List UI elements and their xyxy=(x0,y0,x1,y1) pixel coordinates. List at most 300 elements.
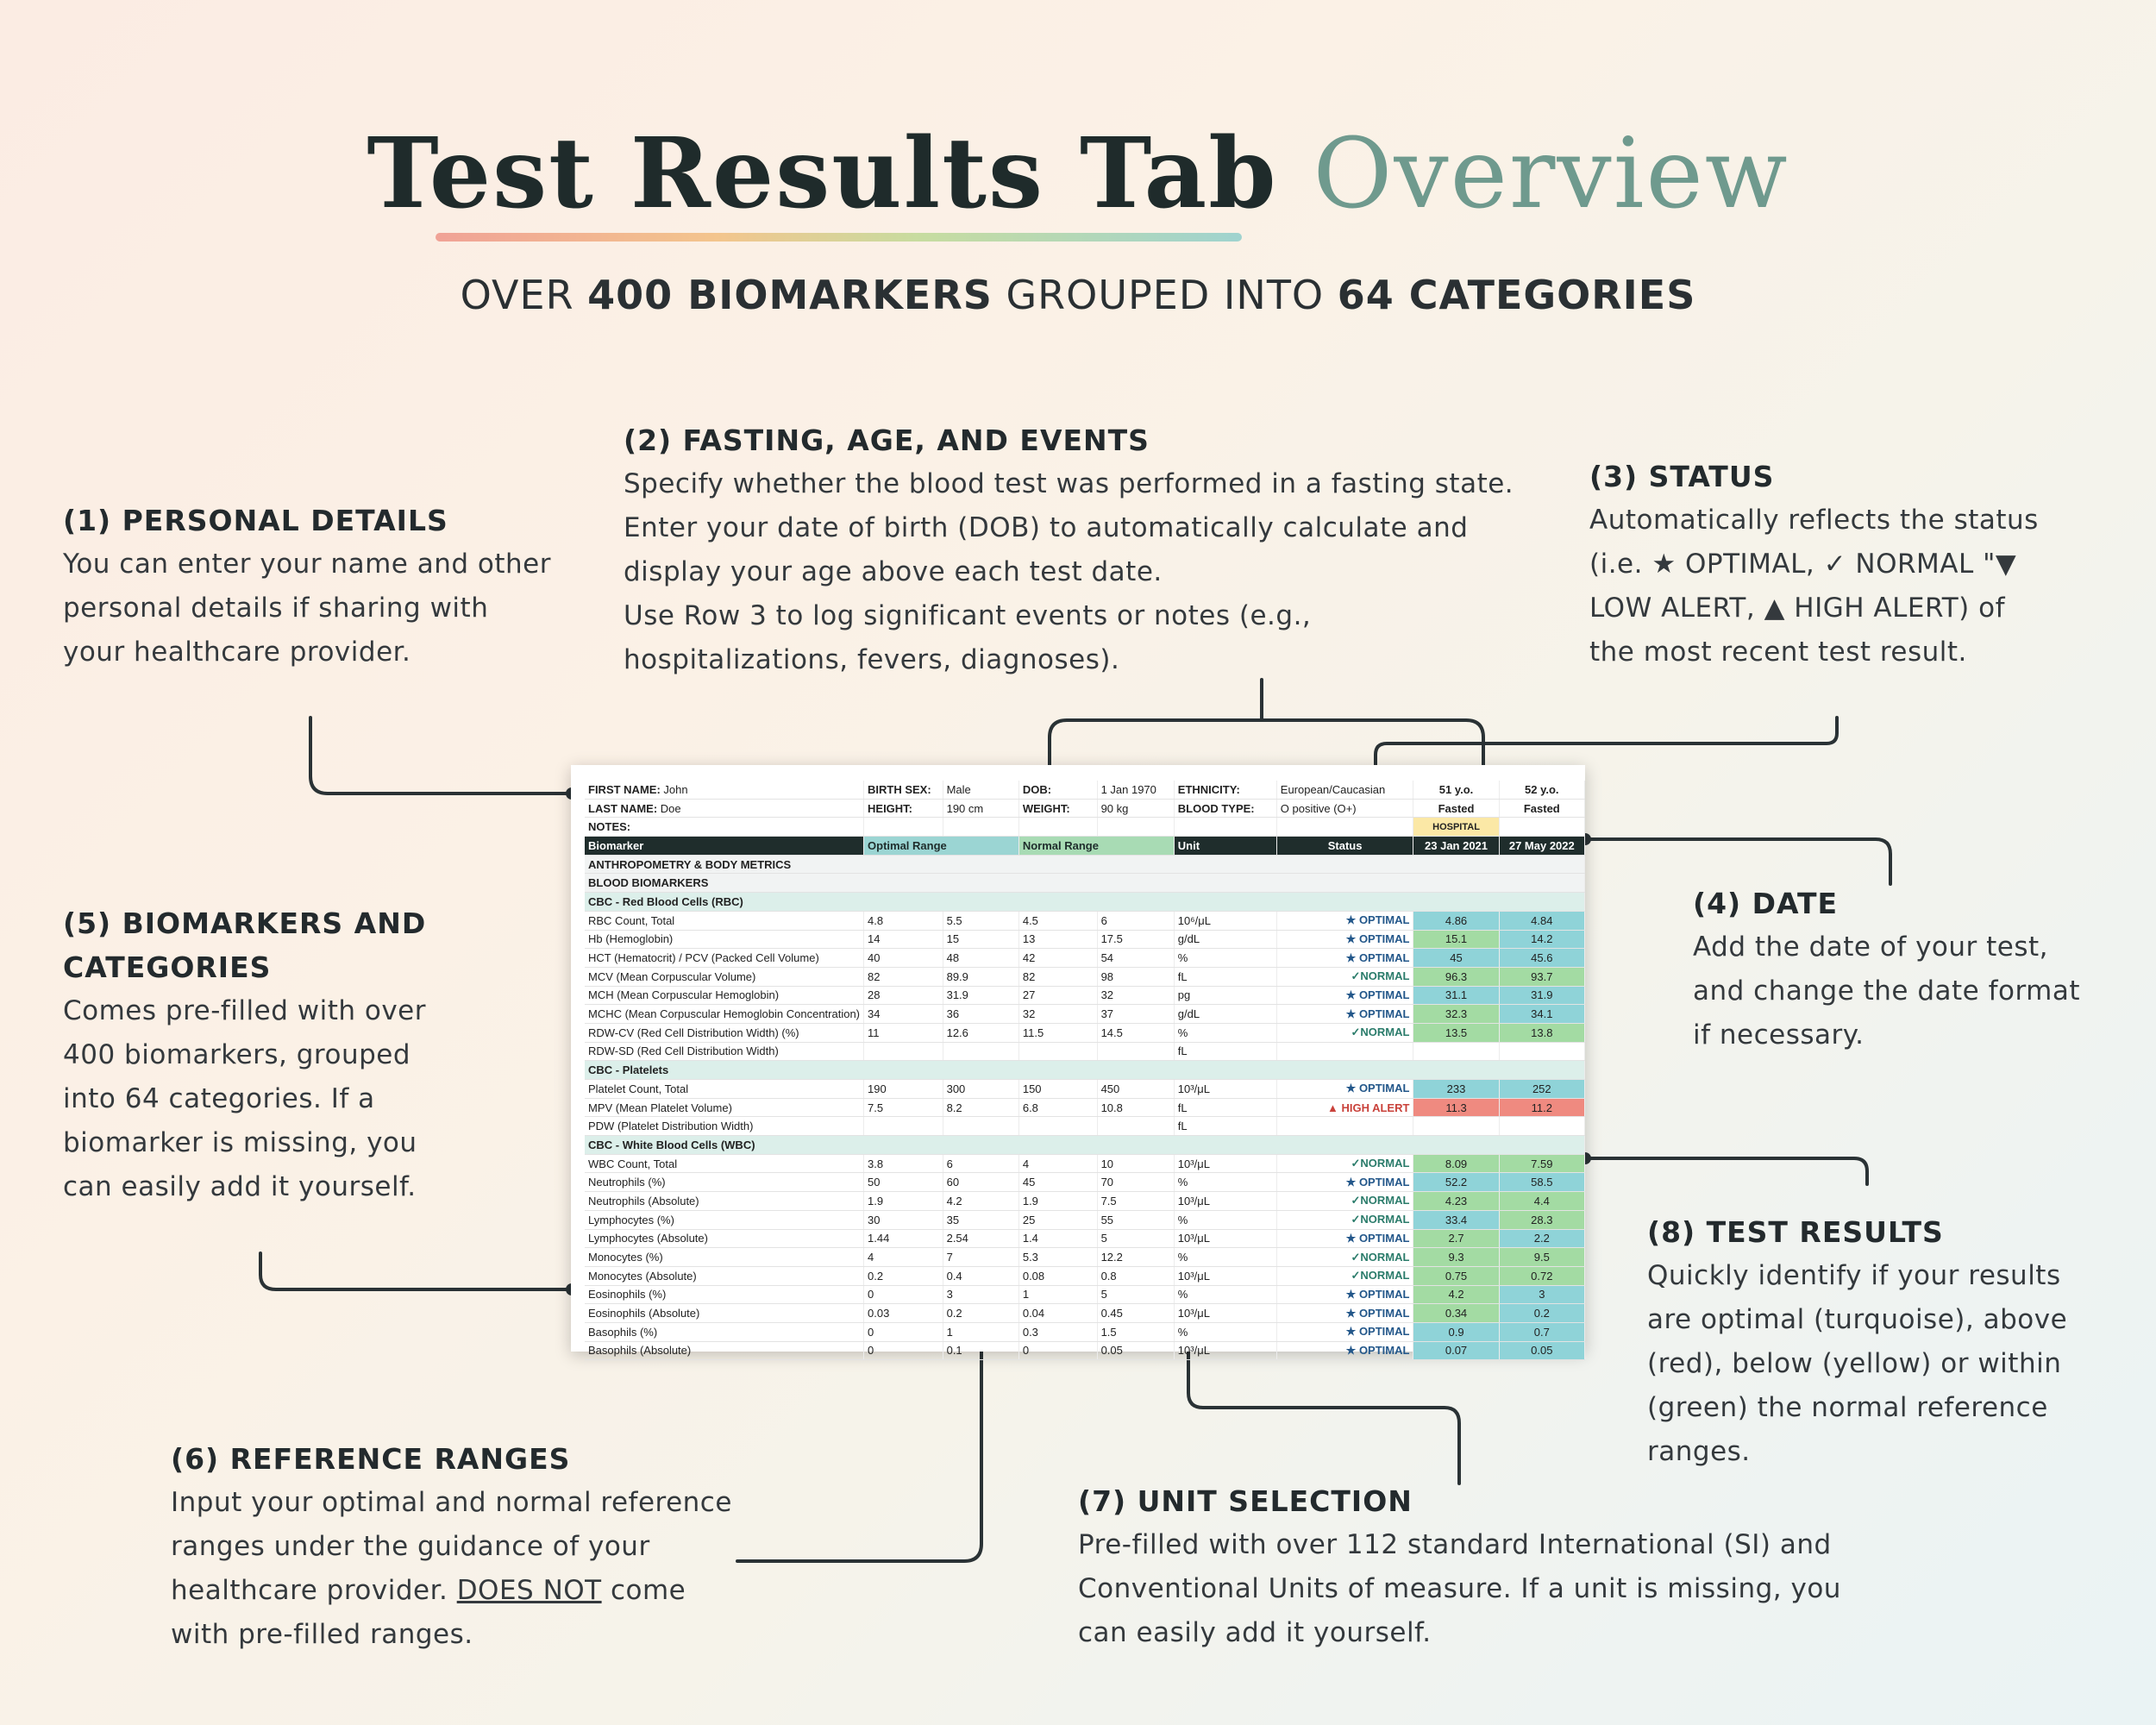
cell-o-hi[interactable]: 60 xyxy=(943,1173,1018,1192)
result-1[interactable]: 4.23 xyxy=(1413,1192,1499,1211)
cell-unit[interactable]: pg xyxy=(1174,986,1276,1005)
cell-o-lo[interactable]: 190 xyxy=(864,1080,943,1099)
cell-unit[interactable]: fL xyxy=(1174,1098,1276,1117)
result-1[interactable]: 33.4 xyxy=(1413,1210,1499,1229)
cell-o-lo[interactable]: 0.2 xyxy=(864,1266,943,1285)
result-2[interactable]: 0.05 xyxy=(1499,1341,1584,1360)
cell-unit[interactable]: 10³/μL xyxy=(1174,1341,1276,1360)
cell-unit[interactable]: % xyxy=(1174,1023,1276,1042)
cell-n-lo[interactable]: 4 xyxy=(1018,1154,1097,1173)
cell-unit[interactable]: % xyxy=(1174,1285,1276,1304)
age-1: 51 y.o. xyxy=(1413,781,1499,799)
callout-heading: (3) STATUS xyxy=(1589,460,1775,493)
subtitle-bold-1: 400 BIOMARKERS xyxy=(587,272,993,318)
col-status: Status xyxy=(1276,837,1413,856)
cell-o-hi[interactable]: 89.9 xyxy=(943,967,1018,986)
callout-test-results xyxy=(1647,1210,2067,1474)
result-1[interactable]: 9.3 xyxy=(1413,1248,1499,1267)
callout-text: 400 biomarkers, grouped xyxy=(63,1039,411,1070)
table-row xyxy=(585,1154,1585,1173)
callout-text: the most recent test result. xyxy=(1589,637,1967,668)
cell-o-lo[interactable]: 0 xyxy=(864,1322,943,1341)
cell-o-hi[interactable]: 35 xyxy=(943,1210,1018,1229)
cell-unit[interactable]: 10⁶/μL xyxy=(1174,911,1276,930)
result-1[interactable]: 4.2 xyxy=(1413,1285,1499,1304)
cell-o-lo[interactable]: 82 xyxy=(864,967,943,986)
status-badge: ✓NORMAL xyxy=(1276,1023,1413,1042)
cell-o-lo[interactable]: 11 xyxy=(864,1023,943,1042)
result-1[interactable]: 0.07 xyxy=(1413,1341,1499,1360)
callout-text: (i.e. ★ OPTIMAL, ✓ NORMAL "▼ xyxy=(1589,549,2017,580)
cell-o-lo[interactable]: 34 xyxy=(864,1005,943,1024)
cell-n-lo[interactable]: 1.4 xyxy=(1018,1229,1097,1248)
biomarker-name: Hb (Hemoglobin) xyxy=(585,930,864,949)
callout-heading: (5) BIOMARKERS AND xyxy=(63,906,427,940)
cell-n-lo[interactable]: 11.5 xyxy=(1018,1023,1097,1042)
cell-n-lo[interactable]: 45 xyxy=(1018,1173,1097,1192)
result-2[interactable]: 4.84 xyxy=(1499,911,1584,930)
callout-text: Add the date of your test, xyxy=(1693,932,2049,963)
biomarker-name: MCHC (Mean Corpuscular Hemoglobin Concentration) xyxy=(585,1005,864,1024)
cell-unit[interactable]: g/dL xyxy=(1174,1005,1276,1024)
callout-date xyxy=(1693,881,2080,1057)
callout-text: Quickly identify if your results xyxy=(1647,1260,2061,1291)
category-row xyxy=(585,1136,1585,1155)
status-badge: ★ OPTIMAL xyxy=(1276,1304,1413,1323)
blood-type-value[interactable]: O positive (O+) xyxy=(1276,799,1413,818)
subtitle-bold-2: 64 CATEGORIES xyxy=(1337,272,1696,318)
biomarker-name: Eosinophils (Absolute) xyxy=(585,1304,864,1323)
cell-unit[interactable]: 10³/μL xyxy=(1174,1304,1276,1323)
callout-text: ranges under the guidance of your xyxy=(171,1531,650,1562)
cell-o-lo[interactable]: 14 xyxy=(864,930,943,949)
col-date-2[interactable]: 27 May 2022 xyxy=(1499,837,1584,856)
cell-n-hi[interactable]: 70 xyxy=(1097,1173,1174,1192)
biomarker-name: Lymphocytes (Absolute) xyxy=(585,1229,864,1248)
table-row xyxy=(585,967,1585,986)
status-badge: ✓NORMAL xyxy=(1276,1154,1413,1173)
cell-o-hi[interactable]: 36 xyxy=(943,1005,1018,1024)
cell-n-hi[interactable]: 5 xyxy=(1097,1285,1174,1304)
cell-n-hi[interactable] xyxy=(1097,1042,1174,1061)
callout-text: LOW ALERT, ▲ HIGH ALERT) of xyxy=(1589,593,2006,624)
first-name-cell[interactable] xyxy=(585,781,864,799)
cell-unit[interactable]: fL xyxy=(1174,1117,1276,1136)
status-badge: ★ OPTIMAL xyxy=(1276,1285,1413,1304)
callout-personal-details xyxy=(63,499,551,674)
cell-n-hi[interactable]: 0.8 xyxy=(1097,1266,1174,1285)
cell-o-lo[interactable]: 28 xyxy=(864,986,943,1005)
result-2[interactable]: 93.7 xyxy=(1499,967,1584,986)
col-normal-range: Normal Range xyxy=(1018,837,1174,856)
table-row xyxy=(585,1117,1585,1136)
result-2[interactable]: 45.6 xyxy=(1499,949,1584,968)
table-header-row xyxy=(585,837,1585,856)
section-label: ANTHROPOMETRY & BODY METRICS xyxy=(585,855,1585,874)
callout-unit-selection xyxy=(1078,1479,1841,1655)
status-badge: ✓NORMAL xyxy=(1276,1192,1413,1211)
cell-o-lo[interactable] xyxy=(864,1117,943,1136)
cell-o-hi[interactable]: 3 xyxy=(943,1285,1018,1304)
table-row xyxy=(585,1266,1585,1285)
cell-o-lo[interactable]: 7.5 xyxy=(864,1098,943,1117)
col-unit: Unit xyxy=(1174,837,1276,856)
table-row xyxy=(585,1042,1585,1061)
biomarker-name: Platelet Count, Total xyxy=(585,1080,864,1099)
callout-heading: (4) DATE xyxy=(1693,887,1839,920)
result-1[interactable]: 13.5 xyxy=(1413,1023,1499,1042)
callout-text: Pre-filled with over 112 standard International (SI) and xyxy=(1078,1529,1832,1560)
cell-o-lo[interactable] xyxy=(864,1042,943,1061)
cell-o-hi[interactable]: 0.2 xyxy=(943,1304,1018,1323)
result-1[interactable]: 32.3 xyxy=(1413,1005,1499,1024)
result-2[interactable]: 0.72 xyxy=(1499,1266,1584,1285)
cell-n-lo[interactable]: 1.9 xyxy=(1018,1192,1097,1211)
title-main: Test Results Tab xyxy=(367,117,1278,230)
table-row xyxy=(585,1248,1585,1267)
ethnicity-label: ETHNICITY: xyxy=(1174,781,1276,799)
notes-cell[interactable] xyxy=(864,818,943,837)
callout-heading: (7) UNIT SELECTION xyxy=(1078,1484,1413,1518)
callout-text: (red), below (yellow) or within xyxy=(1647,1348,2062,1379)
cell-n-hi[interactable]: 32 xyxy=(1097,986,1174,1005)
result-1[interactable]: 31.1 xyxy=(1413,986,1499,1005)
callout-reference-ranges xyxy=(171,1437,732,1657)
cell-n-hi[interactable]: 10.8 xyxy=(1097,1098,1174,1117)
cell-n-hi[interactable]: 1.5 xyxy=(1097,1322,1174,1341)
cell-n-lo[interactable]: 0 xyxy=(1018,1341,1097,1360)
weight-label: WEIGHT: xyxy=(1018,799,1097,818)
callout-heading: (2) FASTING, AGE, AND EVENTS xyxy=(624,423,1150,457)
callout-status xyxy=(1589,455,2039,674)
callout-text: (green) the normal reference xyxy=(1647,1392,2048,1423)
result-1[interactable] xyxy=(1413,1042,1499,1061)
result-2[interactable]: 31.9 xyxy=(1499,986,1584,1005)
first-name-value: John xyxy=(663,782,688,796)
category-label: CBC - White Blood Cells (WBC) xyxy=(585,1136,1585,1155)
result-2[interactable]: 0.2 xyxy=(1499,1304,1584,1323)
cell-unit[interactable]: g/dL xyxy=(1174,930,1276,949)
height-value[interactable]: 190 cm xyxy=(943,799,1018,818)
section-row xyxy=(585,874,1585,893)
callout-text: personal details if sharing with xyxy=(63,593,489,624)
result-2[interactable]: 3 xyxy=(1499,1285,1584,1304)
table-row xyxy=(585,930,1585,949)
result-2[interactable]: 34.1 xyxy=(1499,1005,1584,1024)
result-1[interactable]: 0.75 xyxy=(1413,1266,1499,1285)
cell-o-hi[interactable]: 12.6 xyxy=(943,1023,1018,1042)
cell-unit[interactable]: fL xyxy=(1174,1042,1276,1061)
cell-o-hi[interactable]: 48 xyxy=(943,949,1018,968)
status-badge: ▲ HIGH ALERT xyxy=(1276,1098,1413,1117)
biomarker-name: WBC Count, Total xyxy=(585,1154,864,1173)
info-row xyxy=(585,799,1585,818)
cell-n-hi[interactable]: 0.45 xyxy=(1097,1304,1174,1323)
table-row xyxy=(585,1285,1585,1304)
cell-o-hi[interactable]: 8.2 xyxy=(943,1098,1018,1117)
callout-text: can easily add it yourself. xyxy=(63,1171,417,1202)
connector-4 xyxy=(1585,839,1890,884)
cell-n-hi[interactable]: 450 xyxy=(1097,1080,1174,1099)
category-label: CBC - Platelets xyxy=(585,1061,1585,1080)
result-2[interactable]: 252 xyxy=(1499,1080,1584,1099)
result-1[interactable]: 0.34 xyxy=(1413,1304,1499,1323)
dob-value[interactable]: 1 Jan 1970 xyxy=(1097,781,1174,799)
biomarker-name: Lymphocytes (%) xyxy=(585,1210,864,1229)
cell-n-hi[interactable]: 17.5 xyxy=(1097,930,1174,949)
biomarker-name: MPV (Mean Platelet Volume) xyxy=(585,1098,864,1117)
cell-n-hi[interactable]: 6 xyxy=(1097,911,1174,930)
callout-text: if necessary. xyxy=(1693,1019,1865,1051)
cell-o-lo[interactable]: 0 xyxy=(864,1341,943,1360)
cell-n-hi[interactable]: 14.5 xyxy=(1097,1023,1174,1042)
cell-o-hi[interactable]: 15 xyxy=(943,930,1018,949)
callout-text: and change the date format xyxy=(1693,975,2081,1007)
result-2[interactable] xyxy=(1499,1042,1584,1061)
cell-o-hi[interactable]: 5.5 xyxy=(943,911,1018,930)
connector-7 xyxy=(1188,1346,1459,1484)
cell-o-hi[interactable]: 6 xyxy=(943,1154,1018,1173)
cell-o-lo[interactable]: 1.9 xyxy=(864,1192,943,1211)
result-2[interactable]: 2.2 xyxy=(1499,1229,1584,1248)
event-note-2[interactable] xyxy=(1499,818,1584,837)
cell-n-hi[interactable]: 7.5 xyxy=(1097,1192,1174,1211)
subtitle-part-2: GROUPED INTO xyxy=(992,272,1338,318)
callout-text: hospitalizations, fevers, diagnoses). xyxy=(624,644,1120,675)
result-2[interactable] xyxy=(1499,1117,1584,1136)
status-badge: ★ OPTIMAL xyxy=(1276,930,1413,949)
result-1[interactable]: 96.3 xyxy=(1413,967,1499,986)
cell-n-lo[interactable]: 42 xyxy=(1018,949,1097,968)
biomarker-name: Monocytes (%) xyxy=(585,1248,864,1267)
cell-n-lo[interactable] xyxy=(1018,1117,1097,1136)
spreadsheet-preview xyxy=(571,765,1585,1358)
birth-sex-value[interactable]: Male xyxy=(943,781,1018,799)
cell-unit[interactable]: % xyxy=(1174,1173,1276,1192)
status-badge: ✓NORMAL xyxy=(1276,1266,1413,1285)
status-badge xyxy=(1276,1117,1413,1136)
callout-heading: (1) PERSONAL DETAILS xyxy=(63,504,448,537)
biomarker-name: Neutrophils (Absolute) xyxy=(585,1192,864,1211)
event-note-1[interactable]: HOSPITAL xyxy=(1413,818,1499,837)
blood-type-label: BLOOD TYPE: xyxy=(1174,799,1276,818)
cell-n-hi[interactable]: 37 xyxy=(1097,1005,1174,1024)
callout-text xyxy=(171,1569,732,1613)
last-name-value: Doe xyxy=(660,801,681,815)
cell-n-lo[interactable]: 82 xyxy=(1018,967,1097,986)
cell-o-lo[interactable]: 1.44 xyxy=(864,1229,943,1248)
biomarker-name: Eosinophils (%) xyxy=(585,1285,864,1304)
biomarker-name: MCH (Mean Corpuscular Hemoglobin) xyxy=(585,986,864,1005)
cell-o-hi[interactable]: 1 xyxy=(943,1322,1018,1341)
cell-n-hi[interactable]: 0.05 xyxy=(1097,1341,1174,1360)
cell-n-hi[interactable] xyxy=(1097,1117,1174,1136)
result-1[interactable]: 8.09 xyxy=(1413,1154,1499,1173)
dob-label: DOB: xyxy=(1018,781,1097,799)
connector-6 xyxy=(737,1346,981,1561)
callout-text: Use Row 3 to log significant events or notes (e.g., xyxy=(624,600,1312,631)
callout-text: ranges. xyxy=(1647,1436,1751,1467)
biomarker-name: Basophils (Absolute) xyxy=(585,1341,864,1360)
cell-n-hi[interactable]: 5 xyxy=(1097,1229,1174,1248)
section-row xyxy=(585,855,1585,874)
cell-n-lo[interactable]: 0.3 xyxy=(1018,1322,1097,1341)
callout-text: You can enter your name and other xyxy=(63,549,551,580)
cell-n-lo[interactable] xyxy=(1018,1042,1097,1061)
callout-heading: CATEGORIES xyxy=(63,950,272,984)
notes-cell[interactable] xyxy=(943,818,1018,837)
col-optimal-range: Optimal Range xyxy=(864,837,1019,856)
cell-o-hi[interactable]: 4.2 xyxy=(943,1192,1018,1211)
biomarker-name: Basophils (%) xyxy=(585,1322,864,1341)
status-badge: ★ OPTIMAL xyxy=(1276,949,1413,968)
cell-unit[interactable]: 10³/μL xyxy=(1174,1154,1276,1173)
weight-value[interactable]: 90 kg xyxy=(1097,799,1174,818)
cell-unit[interactable]: % xyxy=(1174,1248,1276,1267)
section-label: BLOOD BIOMARKERS xyxy=(585,874,1585,893)
cell-n-lo[interactable]: 27 xyxy=(1018,986,1097,1005)
result-1[interactable]: 4.86 xyxy=(1413,911,1499,930)
callout-text: Comes pre-filled with over xyxy=(63,995,426,1026)
cell-o-lo[interactable]: 0 xyxy=(864,1285,943,1304)
cell-o-lo[interactable]: 50 xyxy=(864,1173,943,1192)
result-1[interactable]: 2.7 xyxy=(1413,1229,1499,1248)
cell-unit[interactable]: 10³/μL xyxy=(1174,1080,1276,1099)
biomarker-name: PDW (Platelet Distribution Width) xyxy=(585,1117,864,1136)
cell-n-lo[interactable]: 150 xyxy=(1018,1080,1097,1099)
result-1[interactable]: 0.9 xyxy=(1413,1322,1499,1341)
result-2[interactable]: 9.5 xyxy=(1499,1248,1584,1267)
result-2[interactable]: 7.59 xyxy=(1499,1154,1584,1173)
cell-o-hi[interactable]: 0.4 xyxy=(943,1266,1018,1285)
cell-o-lo[interactable]: 40 xyxy=(864,949,943,968)
col-date-1[interactable]: 23 Jan 2021 xyxy=(1413,837,1499,856)
cell-unit[interactable]: % xyxy=(1174,1210,1276,1229)
biomarker-name: Neutrophils (%) xyxy=(585,1173,864,1192)
cell-n-lo[interactable]: 5.3 xyxy=(1018,1248,1097,1267)
cell-unit[interactable]: % xyxy=(1174,949,1276,968)
cell-o-lo[interactable]: 30 xyxy=(864,1210,943,1229)
notes-cell[interactable] xyxy=(1018,818,1097,837)
cell-o-hi[interactable] xyxy=(943,1117,1018,1136)
cell-o-hi[interactable]: 31.9 xyxy=(943,986,1018,1005)
callout-text: Automatically reflects the status xyxy=(1589,505,2039,536)
result-2[interactable]: 0.7 xyxy=(1499,1322,1584,1341)
table-row xyxy=(585,1192,1585,1211)
cell-o-hi[interactable]: 2.54 xyxy=(943,1229,1018,1248)
table-row xyxy=(585,1304,1585,1323)
last-name-cell[interactable] xyxy=(585,799,864,818)
title-accent: Overview xyxy=(1313,118,1789,230)
cell-n-hi[interactable]: 55 xyxy=(1097,1210,1174,1229)
notes-label: NOTES: xyxy=(585,818,864,837)
cell-o-hi[interactable]: 7 xyxy=(943,1248,1018,1267)
table-row xyxy=(585,1322,1585,1341)
status-badge: ★ OPTIMAL xyxy=(1276,1229,1413,1248)
result-1[interactable]: 45 xyxy=(1413,949,1499,968)
cell-o-lo[interactable]: 0.03 xyxy=(864,1304,943,1323)
status-badge xyxy=(1276,1042,1413,1061)
cell-o-lo[interactable]: 4.8 xyxy=(864,911,943,930)
table-row xyxy=(585,1023,1585,1042)
callout-heading: (6) REFERENCE RANGES xyxy=(171,1442,571,1476)
result-1[interactable]: 233 xyxy=(1413,1080,1499,1099)
cell-o-hi[interactable] xyxy=(943,1042,1018,1061)
category-label: CBC - Red Blood Cells (RBC) xyxy=(585,893,1585,912)
callout-text: Enter your date of birth (DOB) to automatically calculate and xyxy=(624,512,1469,543)
cell-n-lo[interactable]: 0.08 xyxy=(1018,1266,1097,1285)
table-row xyxy=(585,949,1585,968)
result-1[interactable]: 52.2 xyxy=(1413,1173,1499,1192)
callout-text: Input your optimal and normal reference xyxy=(171,1487,732,1518)
cell-n-hi[interactable]: 54 xyxy=(1097,949,1174,968)
biomarker-name: HCT (Hematocrit) / PCV (Packed Cell Volume) xyxy=(585,949,864,968)
cell-n-hi[interactable]: 98 xyxy=(1097,967,1174,986)
result-1[interactable] xyxy=(1413,1117,1499,1136)
status-badge: ★ OPTIMAL xyxy=(1276,911,1413,930)
cell-n-lo[interactable]: 4.5 xyxy=(1018,911,1097,930)
result-2[interactable]: 4.4 xyxy=(1499,1192,1584,1211)
last-name-label: LAST NAME: xyxy=(588,801,658,815)
table-row xyxy=(585,1173,1585,1192)
cell-unit[interactable]: 10³/μL xyxy=(1174,1192,1276,1211)
connector-1 xyxy=(310,718,572,794)
table-row xyxy=(585,986,1585,1005)
cell-n-lo[interactable]: 25 xyxy=(1018,1210,1097,1229)
result-1[interactable]: 11.3 xyxy=(1413,1098,1499,1117)
cell-n-lo[interactable]: 0.04 xyxy=(1018,1304,1097,1323)
notes-cell[interactable] xyxy=(1174,818,1276,837)
notes-cell[interactable] xyxy=(1097,818,1174,837)
table-row xyxy=(585,1080,1585,1099)
callout-text: are optimal (turquoise), above xyxy=(1647,1304,2068,1335)
cell-unit[interactable]: fL xyxy=(1174,967,1276,986)
cell-o-lo[interactable]: 4 xyxy=(864,1248,943,1267)
cell-n-hi[interactable]: 12.2 xyxy=(1097,1248,1174,1267)
cell-n-lo[interactable]: 32 xyxy=(1018,1005,1097,1024)
result-1[interactable]: 15.1 xyxy=(1413,930,1499,949)
cell-o-hi[interactable]: 0.1 xyxy=(943,1341,1018,1360)
cell-unit[interactable]: % xyxy=(1174,1322,1276,1341)
status-badge: ★ OPTIMAL xyxy=(1276,986,1413,1005)
cell-unit[interactable]: 10³/μL xyxy=(1174,1266,1276,1285)
result-2[interactable]: 58.5 xyxy=(1499,1173,1584,1192)
status-badge: ★ OPTIMAL xyxy=(1276,1341,1413,1360)
result-2[interactable]: 13.8 xyxy=(1499,1023,1584,1042)
result-2[interactable]: 28.3 xyxy=(1499,1210,1584,1229)
result-2[interactable]: 11.2 xyxy=(1499,1098,1584,1117)
connector-5 xyxy=(260,1253,572,1289)
notes-cell[interactable] xyxy=(1276,818,1413,837)
fasting-1[interactable]: Fasted xyxy=(1413,799,1499,818)
fasting-2[interactable]: Fasted xyxy=(1499,799,1584,818)
notes-row xyxy=(585,818,1585,837)
ethnicity-value[interactable]: European/Caucasian xyxy=(1276,781,1413,799)
cell-o-hi[interactable]: 300 xyxy=(943,1080,1018,1099)
callout-heading: (8) TEST RESULTS xyxy=(1647,1215,1944,1249)
callout-text: can easily add it yourself. xyxy=(1078,1617,1432,1648)
callout-underlined-text: DOES NOT xyxy=(456,1575,602,1606)
cell-n-hi[interactable]: 10 xyxy=(1097,1154,1174,1173)
result-2[interactable]: 14.2 xyxy=(1499,930,1584,949)
biomarker-name: RBC Count, Total xyxy=(585,911,864,930)
callout-text: Conventional Units of measure. If a unit is missing, you xyxy=(1078,1573,1841,1604)
cell-unit[interactable]: 10³/μL xyxy=(1174,1229,1276,1248)
cell-o-lo[interactable]: 3.8 xyxy=(864,1154,943,1173)
cell-n-lo[interactable]: 13 xyxy=(1018,930,1097,949)
cell-n-lo[interactable]: 1 xyxy=(1018,1285,1097,1304)
cell-n-lo[interactable]: 6.8 xyxy=(1018,1098,1097,1117)
